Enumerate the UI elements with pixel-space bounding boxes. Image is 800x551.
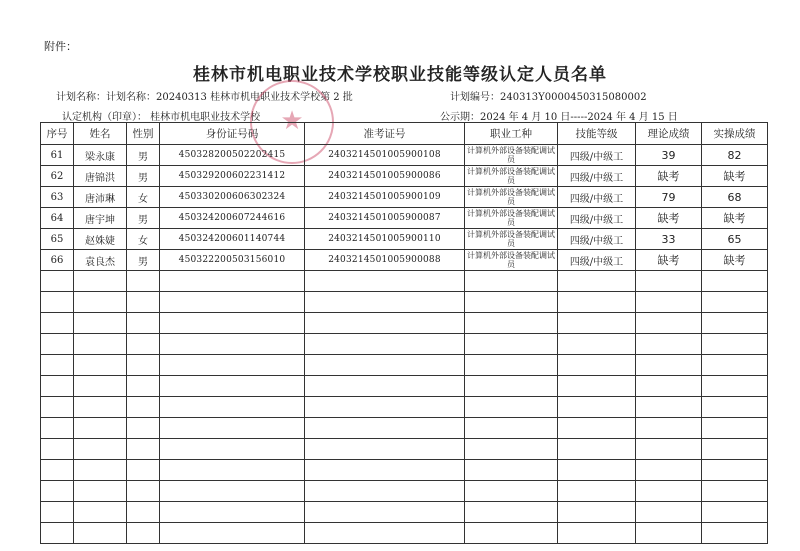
cell-practice-score: 缺考 xyxy=(702,208,768,229)
empty-cell xyxy=(702,355,768,376)
empty-cell xyxy=(558,376,636,397)
cell-no: 65 xyxy=(41,229,74,250)
empty-row xyxy=(41,334,768,355)
empty-cell xyxy=(558,418,636,439)
empty-row xyxy=(41,418,768,439)
empty-cell xyxy=(41,460,74,481)
empty-cell xyxy=(702,502,768,523)
empty-cell xyxy=(127,397,160,418)
certifying-org: 认定机构（印章）： 桂林市机电职业技术学校 xyxy=(62,112,261,123)
empty-cell xyxy=(160,271,305,292)
empty-cell xyxy=(465,334,558,355)
cell-theory-score: 79 xyxy=(636,187,702,208)
empty-cell xyxy=(305,292,465,313)
empty-cell xyxy=(558,313,636,334)
plan-number: 计划编号：240313Y0000450315080002 xyxy=(450,92,647,103)
empty-cell xyxy=(41,313,74,334)
cell-trade: 计算机外部设备装配调试员 xyxy=(465,208,558,229)
empty-row xyxy=(41,355,768,376)
empty-cell xyxy=(74,334,127,355)
cell-name: 唐沛琳 xyxy=(74,187,127,208)
empty-cell xyxy=(41,502,74,523)
roster-table xyxy=(40,122,768,544)
empty-cell xyxy=(702,460,768,481)
empty-cell xyxy=(558,355,636,376)
cell-level: 四级/中级工 xyxy=(558,250,636,271)
empty-cell xyxy=(465,460,558,481)
empty-cell xyxy=(305,334,465,355)
cell-exam-number: 2403214501005900110 xyxy=(305,229,465,250)
cell-no: 62 xyxy=(41,166,74,187)
empty-cell xyxy=(41,439,74,460)
empty-cell xyxy=(127,502,160,523)
cell-gender: 女 xyxy=(127,187,160,208)
col-header-id: 身份证号码 xyxy=(160,123,305,145)
empty-cell xyxy=(305,460,465,481)
empty-cell xyxy=(160,313,305,334)
empty-cell xyxy=(636,460,702,481)
cell-trade: 计算机外部设备装配调试员 xyxy=(465,145,558,166)
empty-cell xyxy=(465,271,558,292)
empty-cell xyxy=(41,376,74,397)
empty-cell xyxy=(702,313,768,334)
empty-cell xyxy=(160,334,305,355)
empty-cell xyxy=(160,292,305,313)
empty-cell xyxy=(41,523,74,544)
cell-id-number: 450330200606302324 xyxy=(160,187,305,208)
empty-cell xyxy=(41,481,74,502)
cell-name: 梁永康 xyxy=(74,145,127,166)
col-header-name: 姓名 xyxy=(74,123,127,145)
empty-cell xyxy=(74,460,127,481)
empty-cell xyxy=(74,523,127,544)
empty-cell xyxy=(465,355,558,376)
empty-cell xyxy=(702,439,768,460)
cell-gender: 女 xyxy=(127,229,160,250)
cell-exam-number: 2403214501005900087 xyxy=(305,208,465,229)
empty-cell xyxy=(160,355,305,376)
cell-no: 63 xyxy=(41,187,74,208)
empty-cell xyxy=(127,292,160,313)
empty-cell xyxy=(702,376,768,397)
cell-no: 61 xyxy=(41,145,74,166)
empty-cell xyxy=(465,418,558,439)
empty-cell xyxy=(160,523,305,544)
cell-level: 四级/中级工 xyxy=(558,208,636,229)
cell-gender: 男 xyxy=(127,208,160,229)
empty-cell xyxy=(127,376,160,397)
empty-cell xyxy=(160,397,305,418)
empty-cell xyxy=(74,397,127,418)
empty-cell xyxy=(305,271,465,292)
empty-cell xyxy=(636,313,702,334)
empty-cell xyxy=(74,439,127,460)
empty-cell xyxy=(127,313,160,334)
empty-cell xyxy=(74,376,127,397)
table-row xyxy=(41,229,768,250)
empty-cell xyxy=(465,376,558,397)
cell-practice-score: 82 xyxy=(702,145,768,166)
empty-cell xyxy=(636,418,702,439)
empty-cell xyxy=(465,481,558,502)
empty-cell xyxy=(465,523,558,544)
empty-cell xyxy=(636,439,702,460)
empty-cell xyxy=(41,334,74,355)
empty-cell xyxy=(160,376,305,397)
cell-id-number: 450324200607244616 xyxy=(160,208,305,229)
empty-cell xyxy=(702,271,768,292)
empty-row xyxy=(41,271,768,292)
cell-trade: 计算机外部设备装配调试员 xyxy=(465,187,558,208)
cell-theory-score: 缺考 xyxy=(636,250,702,271)
col-header-trade: 职业工种 xyxy=(465,123,558,145)
empty-cell xyxy=(305,481,465,502)
empty-row xyxy=(41,439,768,460)
publicity-period: 公示期：2024 年 4 月 10 日-----2024 年 4 月 15 日 xyxy=(440,112,678,123)
cell-level: 四级/中级工 xyxy=(558,145,636,166)
empty-cell xyxy=(558,502,636,523)
empty-cell xyxy=(636,334,702,355)
attachment-label: 附件： xyxy=(44,40,77,53)
col-header-level: 技能等级 xyxy=(558,123,636,145)
col-header-exam-no: 准考证号 xyxy=(305,123,465,145)
seal-star-icon: ★ xyxy=(280,106,304,136)
empty-cell xyxy=(636,481,702,502)
cell-practice-score: 68 xyxy=(702,187,768,208)
empty-cell xyxy=(41,292,74,313)
empty-cell xyxy=(636,271,702,292)
empty-cell xyxy=(636,376,702,397)
empty-cell xyxy=(465,292,558,313)
empty-cell xyxy=(636,502,702,523)
empty-cell xyxy=(305,418,465,439)
empty-row xyxy=(41,376,768,397)
empty-cell xyxy=(636,355,702,376)
empty-cell xyxy=(41,418,74,439)
empty-cell xyxy=(305,313,465,334)
empty-cell xyxy=(702,481,768,502)
empty-cell xyxy=(636,523,702,544)
empty-cell xyxy=(305,397,465,418)
empty-cell xyxy=(41,355,74,376)
cell-id-number: 450329200602231412 xyxy=(160,166,305,187)
empty-cell xyxy=(558,523,636,544)
table-row xyxy=(41,166,768,187)
cell-no: 66 xyxy=(41,250,74,271)
cell-exam-number: 2403214501005900086 xyxy=(305,166,465,187)
empty-cell xyxy=(465,439,558,460)
col-header-gender: 性别 xyxy=(127,123,160,145)
cell-name: 袁良杰 xyxy=(74,250,127,271)
cell-trade: 计算机外部设备装配调试员 xyxy=(465,229,558,250)
cell-practice-score: 缺考 xyxy=(702,250,768,271)
cell-practice-score: 缺考 xyxy=(702,166,768,187)
cell-trade: 计算机外部设备装配调试员 xyxy=(465,166,558,187)
empty-cell xyxy=(127,271,160,292)
empty-cell xyxy=(74,313,127,334)
empty-cell xyxy=(305,439,465,460)
cell-gender: 男 xyxy=(127,145,160,166)
empty-cell xyxy=(127,523,160,544)
cell-theory-score: 缺考 xyxy=(636,166,702,187)
empty-cell xyxy=(465,313,558,334)
empty-row xyxy=(41,502,768,523)
cell-name: 唐宇坤 xyxy=(74,208,127,229)
empty-cell xyxy=(160,418,305,439)
empty-cell xyxy=(558,439,636,460)
cell-name: 唐锦洪 xyxy=(74,166,127,187)
empty-cell xyxy=(160,460,305,481)
empty-cell xyxy=(160,502,305,523)
empty-cell xyxy=(702,418,768,439)
empty-cell xyxy=(127,418,160,439)
cell-theory-score: 33 xyxy=(636,229,702,250)
empty-cell xyxy=(160,481,305,502)
empty-cell xyxy=(305,502,465,523)
empty-row xyxy=(41,460,768,481)
empty-cell xyxy=(702,523,768,544)
table-row xyxy=(41,250,768,271)
cell-practice-score: 65 xyxy=(702,229,768,250)
empty-cell xyxy=(41,271,74,292)
empty-cell xyxy=(702,397,768,418)
header-row xyxy=(41,123,768,145)
empty-cell xyxy=(558,481,636,502)
empty-row xyxy=(41,397,768,418)
empty-cell xyxy=(127,481,160,502)
empty-row xyxy=(41,292,768,313)
cell-theory-score: 39 xyxy=(636,145,702,166)
cell-exam-number: 2403214501005900109 xyxy=(305,187,465,208)
cell-theory-score: 缺考 xyxy=(636,208,702,229)
empty-cell xyxy=(74,502,127,523)
cell-trade: 计算机外部设备装配调试员 xyxy=(465,250,558,271)
cell-id-number: 450322200503156010 xyxy=(160,250,305,271)
empty-cell xyxy=(127,355,160,376)
page-title: 桂林市机电职业技术学校职业技能等级认定人员名单 xyxy=(193,65,607,85)
empty-row xyxy=(41,523,768,544)
plan-name: 计划名称：计划名称：20240313 桂林市机电职业技术学校第 2 批 xyxy=(56,92,353,103)
cell-level: 四级/中级工 xyxy=(558,166,636,187)
cell-no: 64 xyxy=(41,208,74,229)
cell-gender: 男 xyxy=(127,250,160,271)
empty-cell xyxy=(127,334,160,355)
empty-row xyxy=(41,313,768,334)
empty-cell xyxy=(74,418,127,439)
cell-gender: 男 xyxy=(127,166,160,187)
empty-cell xyxy=(465,502,558,523)
cell-name: 赵姝婕 xyxy=(74,229,127,250)
empty-cell xyxy=(127,460,160,481)
empty-cell xyxy=(74,271,127,292)
table-row xyxy=(41,208,768,229)
empty-cell xyxy=(636,397,702,418)
empty-cell xyxy=(636,292,702,313)
empty-row xyxy=(41,481,768,502)
cell-id-number: 450328200502202415 xyxy=(160,145,305,166)
cell-level: 四级/中级工 xyxy=(558,187,636,208)
empty-cell xyxy=(305,523,465,544)
col-header-theory: 理论成绩 xyxy=(636,123,702,145)
empty-cell xyxy=(558,334,636,355)
empty-cell xyxy=(702,292,768,313)
empty-cell xyxy=(160,439,305,460)
empty-cell xyxy=(558,460,636,481)
col-header-no: 序号 xyxy=(41,123,74,145)
empty-cell xyxy=(41,397,74,418)
empty-cell xyxy=(74,292,127,313)
empty-cell xyxy=(127,439,160,460)
table-row xyxy=(41,187,768,208)
cell-exam-number: 2403214501005900088 xyxy=(305,250,465,271)
empty-cell xyxy=(558,292,636,313)
cell-level: 四级/中级工 xyxy=(558,229,636,250)
table-row xyxy=(41,145,768,166)
empty-cell xyxy=(465,397,558,418)
empty-cell xyxy=(305,376,465,397)
empty-cell xyxy=(74,355,127,376)
empty-cell xyxy=(74,481,127,502)
cell-exam-number: 240321450100590010​8 xyxy=(305,145,465,166)
empty-cell xyxy=(702,334,768,355)
cell-id-number: 450324200601140744 xyxy=(160,229,305,250)
col-header-practice: 实操成绩 xyxy=(702,123,768,145)
empty-cell xyxy=(558,397,636,418)
empty-cell xyxy=(305,355,465,376)
empty-cell xyxy=(558,271,636,292)
